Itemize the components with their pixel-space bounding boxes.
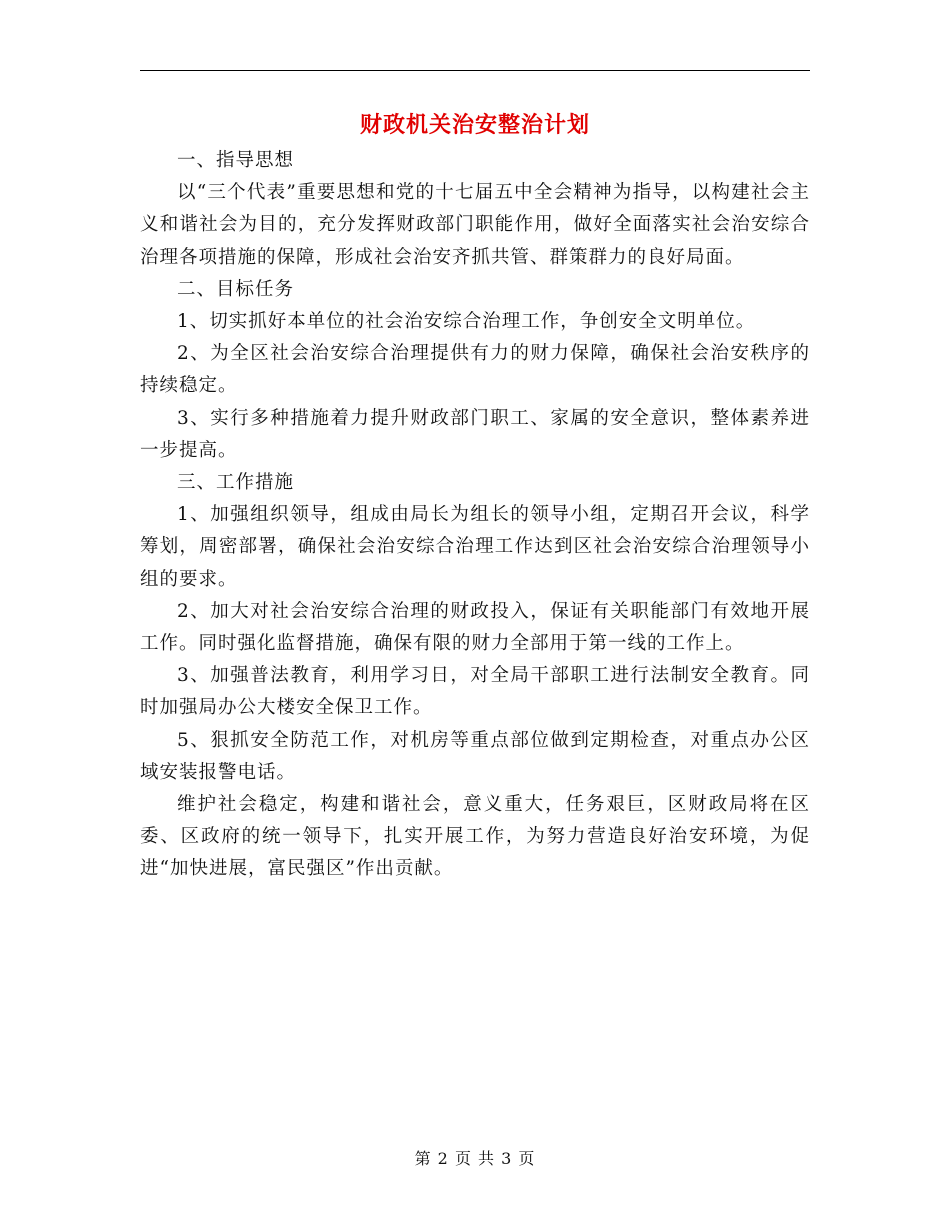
body-paragraph: 3、实行多种措施着力提升财政部门职工、家属的安全意识，整体素养进一步提高。 <box>140 407 810 461</box>
section-heading: 三、工作措施 <box>177 472 295 494</box>
header-rule <box>140 70 810 71</box>
body-paragraph: 5、狠抓安全防范工作，对机房等重点部位做到定期检查，对重点办公区域安装报警电话。 <box>140 729 810 783</box>
page-number: 第 2 页 共 3 页 <box>414 1149 536 1168</box>
document-body <box>140 145 810 886</box>
section-heading: 二、目标任务 <box>177 278 295 300</box>
section-heading: 一、指导思想 <box>177 150 295 171</box>
body-paragraph: 1、切实抓好本单位的社会治安综合治理工作，争创安全文明单位。 <box>177 311 756 333</box>
body-paragraph: 3、加强普法教育，利用学习日，对全局干部职工进行法制安全教育。同时加强局办公大楼安全保卫工作。 <box>140 665 810 719</box>
body-paragraph: 以“三个代表”重要思想和党的十七届五中全会精神为指导，以构建社会主义和谐社会为目的，充分发挥财政部门职能作用，做好全面落实社会治安综合治理各项措施的保障，形成社会治安齐抓共管、群策群力的良好局面。 <box>140 182 810 268</box>
body-paragraph: 1、加强组织领导，组成由局长为组长的领导小组，定期召开会议，科学筹划，周密部署，确保社会治安综合治理工作达到区社会治安综合治理领导小组的要求。 <box>140 504 810 590</box>
body-paragraph: 2、加大对社会治安综合治理的财政投入，保证有关职能部门有效地开展工作。同时强化监督措施，确保有限的财力全部用于第一线的工作上。 <box>140 600 810 655</box>
body-paragraph: 2、为全区社会治安综合治理提供有力的财力保障，确保社会治安秩序的持续稳定。 <box>140 343 810 397</box>
body-paragraph: 维护社会稳定，构建和谐社会，意义重大，任务艰巨，区财政局将在区委、区政府的统一领导下，扎实开展工作，为努力营造良好治安环境，为促进“加快进展，富民强区”作出贡献。 <box>140 794 810 880</box>
document-title: 财政机关治安整治计划 <box>359 112 590 138</box>
